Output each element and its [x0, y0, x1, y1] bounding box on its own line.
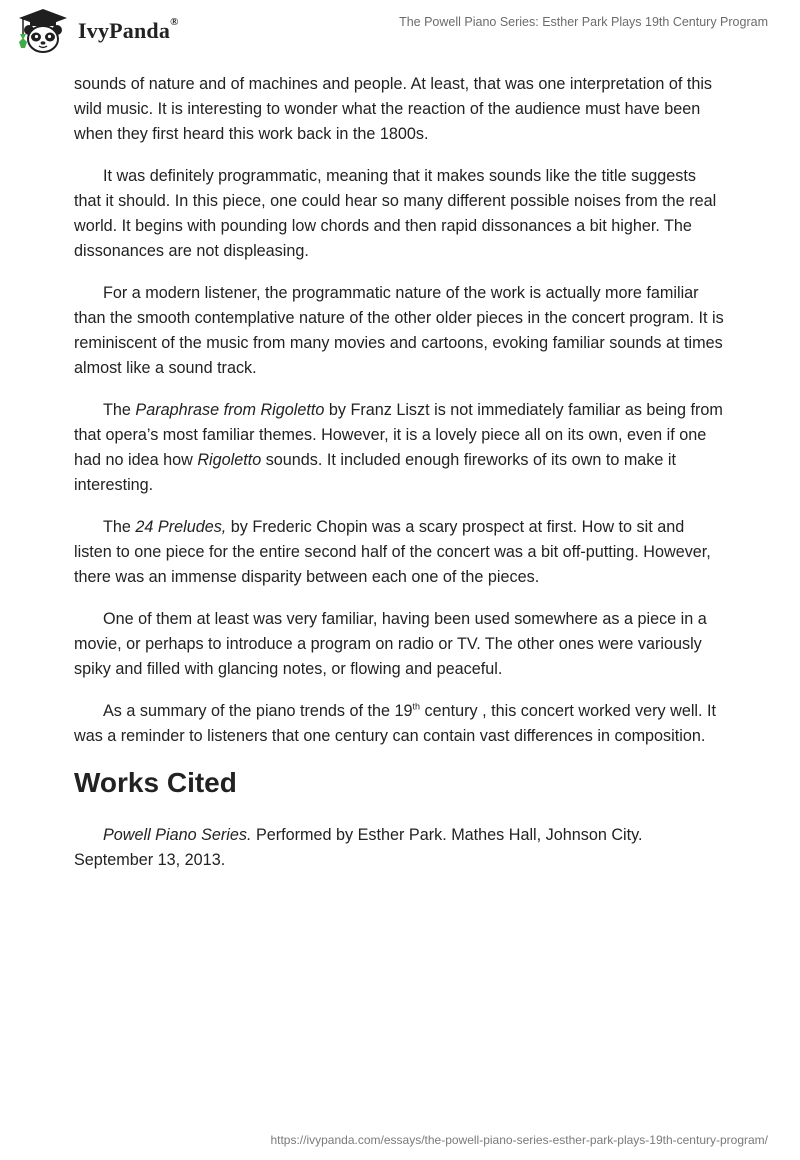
paragraph-1: sounds of nature and of machines and people. At least, that was one interpretation of this wild music. It is interesting to wonder what the reaction of the audience must have been when they first heard this work back in the 1800s. [74, 75, 713, 143]
paragraph-2: It was definitely programmatic, meaning that it makes sounds like the title suggests that it should. In this piece, one could hear so many different possible noises from the real world. It begins with pounding low chords and then rapid dissonances a bit higher. The dissonances are not displeasing. [74, 167, 717, 260]
ivypanda-logo[interactable] [14, 8, 179, 54]
paragraph-5: The 24 Preludes, by Frederic Chopin was a scary prospect at first. How to sit and listen to one piece for the entire second half of the concert was a bit off-putting. However, there was an immense disparity between each one of the pieces. [74, 518, 711, 586]
works-cited-entry: Powell Piano Series. Performed by Esther Park. Mathes Hall, Johnson City. September 13, 2013. [74, 826, 643, 869]
work-title: 24 Preludes, [135, 518, 227, 536]
essay-body [74, 72, 726, 890]
source-url[interactable]: https://ivypanda.com/essays/the-powell-piano-series-esther-park-plays-19th-century-program/ [270, 1133, 768, 1147]
brand-name: IvyPanda® [78, 16, 179, 43]
panda-graduate-icon [14, 8, 72, 54]
page-header [0, 0, 800, 60]
paragraph-4: The Paraphrase from Rigoletto by Franz Liszt is not immediately familiar as being from that opera’s most familiar themes. However, it is a lovely piece all on its own, even if one had no idea how Rigoletto sounds. It included enough fireworks of its own to make it interesting. [74, 401, 723, 494]
cited-work-title: Powell Piano Series. [103, 826, 252, 844]
work-title: Rigoletto [197, 451, 262, 469]
paragraph-3: For a modern listener, the programmatic nature of the work is actually more familiar than the smooth contemplative nature of the other older pieces in the concert program. It is reminiscent of the music from many movies and cartoons, evoking familiar sounds at times almost like a sound track. [74, 284, 724, 377]
paragraph-7: As a summary of the piano trends of the 19th century , this concert worked very well. It was a reminder to listeners that one century can contain vast differences in composition. [74, 701, 717, 745]
paragraph-6: One of them at least was very familiar, having been used somewhere as a piece in a movie, or perhaps to introduce a program on radio or TV. The other ones were variously spiky and filled with glancing notes, or flowing and peaceful. [74, 610, 707, 678]
work-title: Paraphrase from Rigoletto [135, 401, 325, 419]
document-title: The Powell Piano Series: Esther Park Plays 19th Century Program [399, 15, 768, 29]
works-cited-heading: Works Cited [74, 767, 237, 798]
